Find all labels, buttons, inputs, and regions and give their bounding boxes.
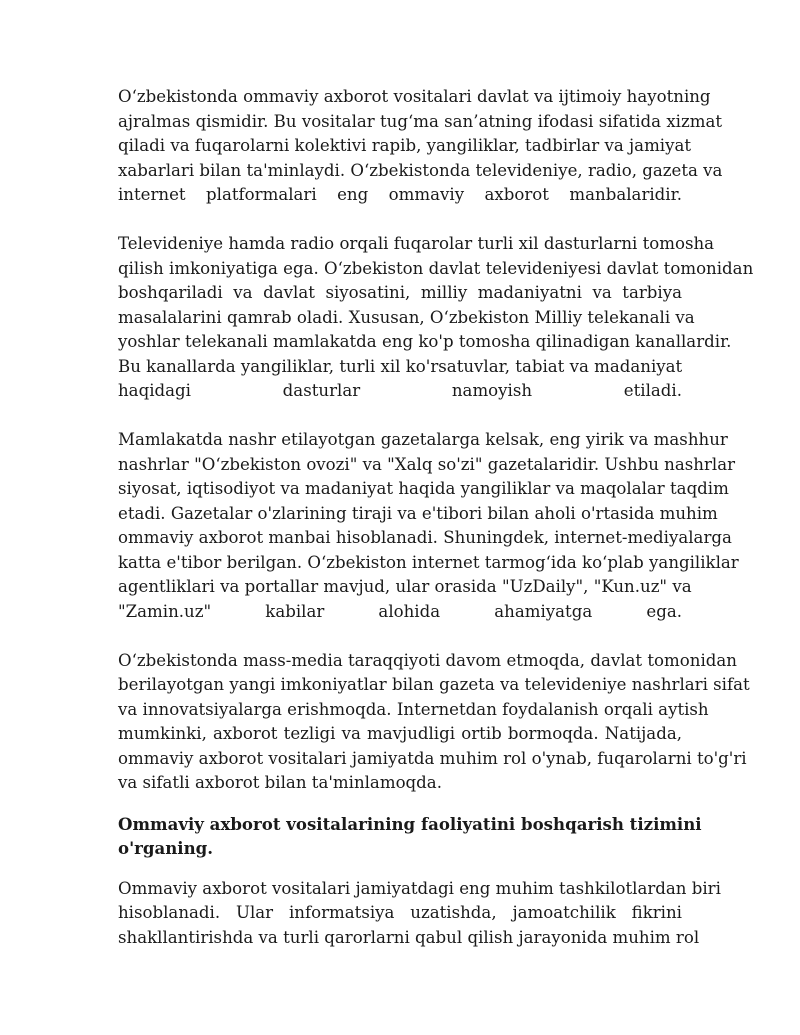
text-line: ajralmas qismidir. Bu vositalar tug‘ma san’atning ifodasi sifatida xizmat [118,111,723,131]
paragraph-spacer [118,624,682,649]
text-line: yoshlar telekanali mamlakatda eng ko'p tomosha qilinadigan kanallardir. [118,332,732,351]
paragraph-3 [118,428,739,624]
paragraph-2 [118,232,754,404]
text-line: xabarlari bilan ta'minlaydi. O‘zbekistonda televideniye, radio, gazeta va [118,160,723,180]
text-line: hisoblanadi. Ular informatsiya uzatishda, jamoatchilik fikrini [118,903,682,922]
heading-line: o'rganing. [118,838,214,858]
text-line: O‘zbekistonda ommaviy axborot vositalari davlat va ijtimoiy hayotning [118,87,711,106]
paragraph-spacer [118,404,682,429]
text-line: Bu kanallarda yangiliklar, turli xil ko'rsatuvlar, tabiat va madaniyat [118,356,683,376]
text-line: etadi. Gazetalar o'zlarining tiraji va e'tibori bilan aholi o'rtasida muhim [118,503,718,523]
text-line: agentliklari va portallar mavjud, ular orasida "UzDaily", "Kun.uz" va [118,577,692,596]
document-page [118,85,754,950]
section-spacer [118,861,682,877]
text-line: va sifatli axborot bilan ta'minlamoqda. [118,773,442,792]
text-line: qilish imkoniyatiga ega. O‘zbekiston davlat televideniyesi davlat tomonidan [118,258,754,278]
text-line: katta e'tibor berilgan. O‘zbekiston internet tarmog‘ida ko‘plab yangiliklar [118,552,739,572]
section-heading [118,812,702,861]
text-line: boshqariladi va davlat siyosatini, milliy madaniyatni va tarbiya [118,283,682,302]
text-line: masalalarini qamrab oladi. Xususan, O‘zbekiston Milliy telekanali va [118,307,695,327]
text-line: ommaviy axborot manbai hisoblanadi. Shuningdek, internet-mediyalarga [118,528,732,547]
text-line: nashrlar "O‘zbekiston ovozi" va "Xalq so'zi" gazetalaridir. Ushbu nashrlar [118,454,736,474]
text-line: "Zamin.uz" kabilar alohida ahamiyatga ega. [118,601,682,621]
text-line: va innovatsiyalarga erishmoqda. Internetdan foydalanish orqali aytish [118,699,709,719]
text-line: O‘zbekistonda mass-media taraqqiyoti davom etmoqda, davlat tomonidan [118,650,737,670]
text-line: Mamlakatda nashr etilayotgan gazetalarga kelsak, eng yirik va mashhur [118,430,728,449]
text-line: Televideniye hamda radio orqali fuqarolar turli xil dasturlarni tomosha [118,234,715,253]
text-line: shakllantirishda va turli qarorlarni qabul qilish jarayonida muhim rol [118,927,700,947]
text-line: ommaviy axborot vositalari jamiyatda muhim rol o'ynab, fuqarolarni to'g'ri [118,748,747,768]
heading-line: Ommaviy axborot vositalarining faoliyatini boshqarish tizimini [118,813,702,834]
text-line: siyosat, iqtisodiyot va madaniyat haqida yangiliklar va maqolalar taqdim [118,479,729,498]
text-line: internet platformalari eng ommaviy axborot manbalaridir. [118,185,682,204]
text-line: qiladi va fuqarolarni kolektivi rapib, yangiliklar, tadbirlar va jamiyat [118,136,692,155]
paragraph-4 [118,649,750,796]
paragraph-1 [118,85,723,208]
paragraph-spacer [118,208,682,233]
section-spacer [118,796,682,812]
paragraph-5 [118,877,721,951]
text-line: Ommaviy axborot vositalari jamiyatdagi eng muhim tashkilotlardan biri [118,878,721,898]
text-line: mumkinki, axborot tezligi va mavjudligi ortib bormoqda. Natijada, [118,724,682,743]
text-line: haqidagi dasturlar namoyish etiladi. [118,381,682,400]
text-line: berilayotgan yangi imkoniyatlar bilan gazeta va televideniye nashrlari sifat [118,675,750,694]
